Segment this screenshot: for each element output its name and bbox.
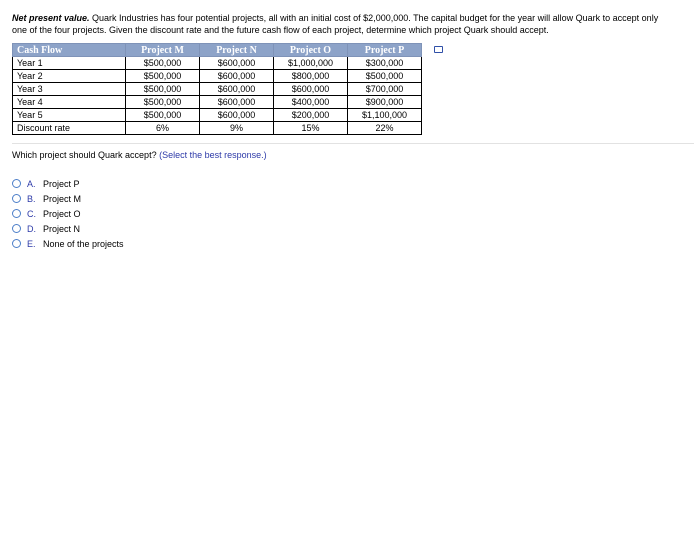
copy-data-icon[interactable] [434, 46, 443, 53]
option-letter: E. [27, 238, 36, 249]
table-row [13, 122, 422, 135]
table-cell: $600,000 [200, 57, 274, 70]
table-cell: $500,000 [126, 57, 200, 70]
option-letter: A. [27, 178, 36, 189]
table-row [13, 70, 422, 83]
row-label: Year 4 [13, 96, 126, 109]
option-d[interactable] [12, 221, 124, 236]
problem-text-line-2: one of the four projects. Given the discount rate and the future cash flow of each project, determine which project Quark should accept. [12, 25, 549, 35]
option-e[interactable] [12, 236, 124, 251]
option-label: Project M [43, 193, 82, 204]
radio-button[interactable] [12, 209, 21, 218]
cash-flow-table [12, 43, 422, 135]
radio-button[interactable] [12, 179, 21, 188]
option-a[interactable] [12, 176, 124, 191]
header-project-m: Project M [126, 44, 200, 57]
row-label: Year 2 [13, 70, 126, 83]
option-label: Project P [43, 178, 80, 189]
option-letter: C. [27, 208, 36, 219]
header-project-o: Project O [274, 44, 348, 57]
table-cell: $900,000 [348, 96, 422, 109]
row-label: Year 1 [13, 57, 126, 70]
table-cell: $500,000 [126, 96, 200, 109]
table-cell: 6% [126, 122, 200, 135]
problem-title: Net present value. [12, 13, 90, 23]
table-cell: $600,000 [200, 109, 274, 122]
header-project-n: Project N [200, 44, 274, 57]
row-label: Year 5 [13, 109, 126, 122]
radio-button[interactable] [12, 224, 21, 233]
answer-options [12, 176, 124, 251]
table-cell: $800,000 [274, 70, 348, 83]
option-letter: D. [27, 223, 36, 234]
header-project-p: Project P [348, 44, 422, 57]
question-prompt [12, 150, 267, 160]
table-row [13, 109, 422, 122]
radio-button[interactable] [12, 239, 21, 248]
table-row [13, 57, 422, 70]
table-row [13, 96, 422, 109]
table-cell: $600,000 [274, 83, 348, 96]
table-cell: $400,000 [274, 96, 348, 109]
table-cell: $500,000 [126, 83, 200, 96]
problem-text-line-1: Quark Industries has four potential projects, all with an initial cost of $2,000,000. The capital budget for the year will allow Quark to accept only [92, 13, 659, 23]
table-row [13, 83, 422, 96]
question-text: Which project should Quark accept? [12, 150, 157, 160]
table-cell: $600,000 [200, 83, 274, 96]
option-b[interactable] [12, 191, 124, 206]
row-label: Discount rate [13, 122, 126, 135]
row-label: Year 3 [13, 83, 126, 96]
option-label: None of the projects [43, 238, 124, 249]
table-cell: 22% [348, 122, 422, 135]
table-cell: 15% [274, 122, 348, 135]
table-cell: $600,000 [200, 96, 274, 109]
table-header-row [13, 44, 422, 57]
problem-statement [12, 12, 692, 36]
option-label: Project O [43, 208, 81, 219]
table-cell: $700,000 [348, 83, 422, 96]
table-cell: $1,100,000 [348, 109, 422, 122]
option-letter: B. [27, 193, 36, 204]
option-label: Project N [43, 223, 81, 234]
table-cell: $600,000 [200, 70, 274, 83]
radio-button[interactable] [12, 194, 21, 203]
table-cell: 9% [200, 122, 274, 135]
table-cell: $1,000,000 [274, 57, 348, 70]
option-c[interactable] [12, 206, 124, 221]
table-cell: $300,000 [348, 57, 422, 70]
header-cash-flow: Cash Flow [13, 44, 126, 57]
table-cell: $500,000 [126, 70, 200, 83]
divider [12, 143, 694, 144]
table-cell: $500,000 [126, 109, 200, 122]
table-cell: $200,000 [274, 109, 348, 122]
table-cell: $500,000 [348, 70, 422, 83]
question-hint: (Select the best response.) [159, 150, 267, 160]
